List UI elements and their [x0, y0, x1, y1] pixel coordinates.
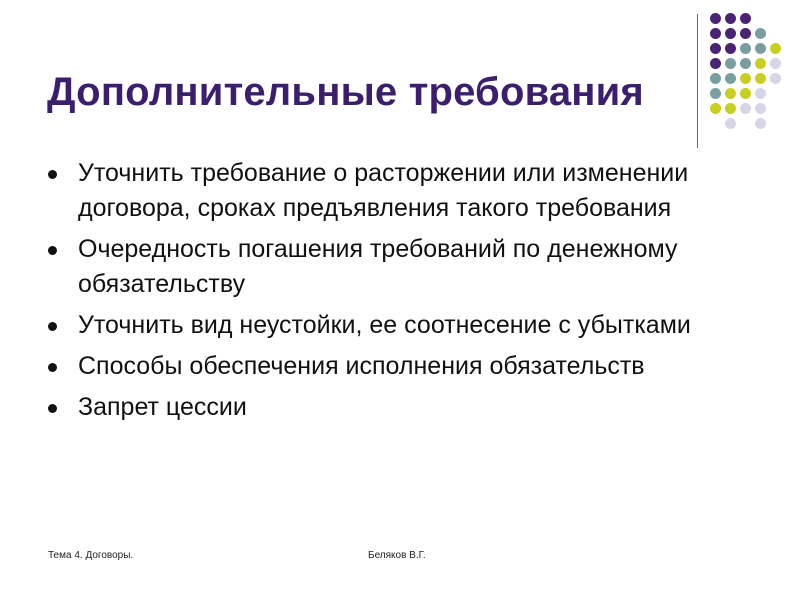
dot-icon [710, 43, 721, 54]
slide-title: Дополнительные требования [47, 70, 644, 114]
dot-icon [725, 28, 736, 39]
bullet-text: Уточнить вид неустойки, ее соотнесение с убытками [78, 311, 691, 339]
dot-icon [725, 88, 736, 99]
dot-icon [770, 73, 781, 84]
dot-icon [725, 73, 736, 84]
dot-icon [725, 58, 736, 69]
dot-icon [755, 118, 766, 129]
dot-icon [740, 103, 751, 114]
footer-topic: Тема 4. Договоры. [48, 550, 134, 561]
bullet-item [47, 232, 747, 302]
dot-icon [710, 73, 721, 84]
dot-icon [710, 58, 721, 69]
dot-icon [740, 58, 751, 69]
dot-icon [725, 103, 736, 114]
bullet-dot-icon [48, 363, 57, 372]
dot-icon [725, 118, 736, 129]
dot-icon [770, 58, 781, 69]
dot-icon [740, 28, 751, 39]
bullet-text: Способы обеспечения исполнения обязательств [78, 352, 645, 380]
dot-icon [710, 13, 721, 24]
bullet-dot-icon [48, 404, 57, 413]
bullet-text: Запрет цессии [78, 393, 247, 421]
dot-icon [755, 58, 766, 69]
dot-grid-icon [707, 10, 797, 130]
vertical-divider [697, 14, 698, 148]
dot-icon [710, 103, 721, 114]
dot-icon [755, 103, 766, 114]
bullet-text: Уточнить требование о расторжении или изменении договора, сроках предъявления такого требования [78, 159, 689, 222]
bullet-list [47, 156, 747, 431]
bullet-dot-icon [48, 246, 57, 255]
bullet-dot-icon [48, 322, 57, 331]
bullet-item [47, 390, 747, 425]
bullet-item [47, 308, 747, 343]
bullet-item [47, 349, 747, 384]
dot-icon [740, 73, 751, 84]
dot-icon [755, 43, 766, 54]
dot-icon [740, 43, 751, 54]
dot-icon [755, 28, 766, 39]
dot-icon [770, 43, 781, 54]
footer-author: Беляков В.Г. [368, 550, 426, 561]
dot-icon [755, 88, 766, 99]
bullet-text: Очередность погашения требований по денежному обязательству [78, 235, 678, 298]
dot-icon [725, 13, 736, 24]
dot-icon [740, 13, 751, 24]
dot-icon [710, 88, 721, 99]
dot-icon [710, 28, 721, 39]
dot-icon [725, 43, 736, 54]
bullet-item [47, 156, 747, 226]
dot-icon [755, 73, 766, 84]
bullet-dot-icon [48, 170, 57, 179]
dot-icon [740, 88, 751, 99]
